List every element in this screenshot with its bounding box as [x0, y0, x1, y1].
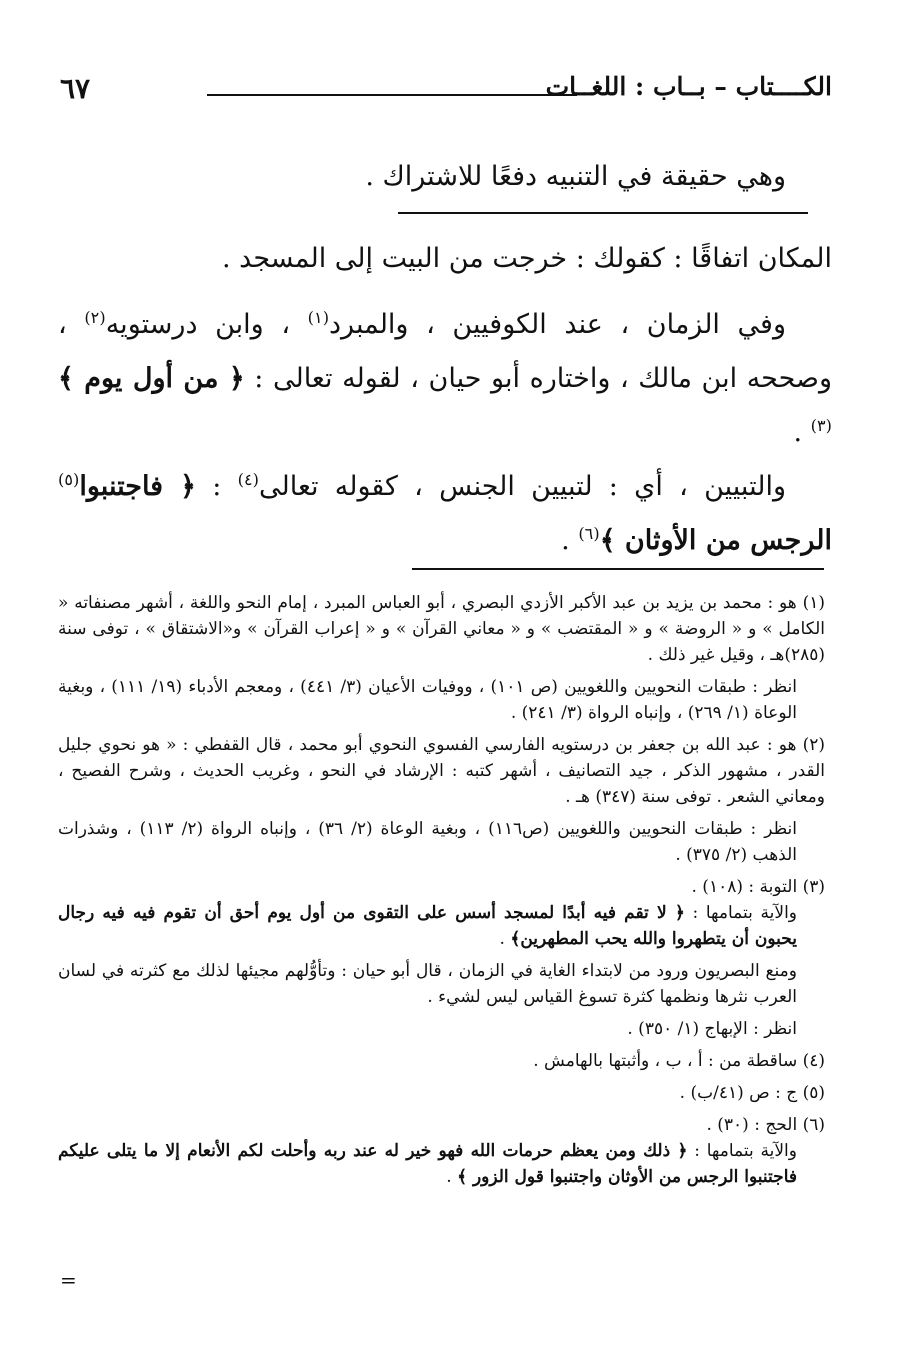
footnote-3: (٣) التوبة : (١٠٨) . [691, 877, 825, 897]
page-header [60, 72, 832, 112]
paragraph-2: المكان اتفاقًا : كقولك : خرجت من البيت إلى المسجد . [222, 243, 832, 274]
quran-quote-1: ﴿ من أول يوم ﴾ [58, 363, 245, 394]
p4-text-b: : [195, 471, 238, 502]
footnote-1: (١) هو : محمد بن يزيد بن عبد الأكبر الأزدي البصري ، أبو العباس المبرد ، إمام النحو واللغة ، أشهر مصنفاته « الكامل » و « الروضة » و « المقتضب » و « معاني القرآن » و « إعراب القرآن » و«الاشتقاق » ، توفى سنة (٢٨٥)هـ ، وقيل غير ذلك . [58, 593, 825, 665]
footnote-ref-4: (٤) [237, 470, 259, 489]
paragraph-1: وهي حقيقة في التنبيه دفعًا للاشتراك . [365, 161, 786, 192]
p3-text-a: وفي الزمان ، عند الكوفيين ، والمبرد [329, 309, 787, 340]
page-number: ٦٧ [60, 72, 91, 105]
footnote-ref-3: (٣) [810, 416, 832, 435]
header-rule [207, 94, 577, 96]
footnote-ref-6: (٦) [578, 524, 600, 543]
fn6-verse-text: ﴿ ذلك ومن يعظم حرمات الله فهو خير له عند ربه وأحلت لكم الأنعام إلا ما يتلى عليكم فاجتنبوا الرجس من الأوثان واجتنبوا قول الزور ﴾ [58, 1141, 797, 1187]
footnote-4: (٤) ساقطة من : أ ، ب ، وأثبتها بالهامش . [533, 1051, 825, 1071]
footnote-separator [412, 568, 824, 570]
quran-quote-2b: الرجس من الأوثان ﴾ [599, 525, 832, 556]
footnote-3-references: انظر : الإبهاج (١/ ٣٥٠) . [627, 1019, 797, 1039]
running-title: الكــــتاب – بــاب : اللغــات [545, 72, 832, 101]
footnote-2-references: انظر : طبقات النحويين واللغويين (ص١١٦) ، وبغية الوعاة (٢/ ٣٦) ، وإنباه الرواة (٢/ ١١٣) ، وشذرات الذهب (٢/ ٣٧٥) . [58, 819, 797, 865]
footnote-6-verse [58, 1138, 825, 1190]
footnote-ref-1: (١) [307, 308, 330, 327]
fn3-verse-end: . [499, 929, 511, 949]
paragraph-3 [58, 298, 832, 460]
fn6-verse-end: . [446, 1167, 458, 1187]
footnote-6: (٦) الحج : (٣٠) . [706, 1115, 825, 1135]
footnote-ref-5: (٥) [58, 470, 80, 489]
footnote-1-references: انظر : طبقات النحويين واللغويين (ص ١٠١) ، ووفيات الأعيان (٣/ ٤٤١) ، ومعجم الأدباء (١٩/ ١١١) ، وبغية الوعاة (١/ ٢٦٩) ، وإنباه الرواة (٣/ ٢٤١) . [58, 677, 797, 723]
footnote-3-note: ومنع البصريون ورود من لابتداء الغاية في الزمان ، قال أبو حيان : وتأوُّلهم مجيئها لذلك مع كثرته في لسان العرب نثرها ونظمها كثرة تسوغ القياس ليس لشيء . [58, 961, 797, 1007]
p3-text-c: ، وصححه ابن مالك ، واختاره أبو حيان ، لقوله تعالى : [58, 309, 833, 394]
quran-quote-2a: ﴿ فاجتنبوا [79, 471, 196, 502]
footnotes [58, 590, 825, 1190]
footnote-ref-2: (٢) [84, 308, 106, 327]
p3-text-d: . [793, 417, 811, 448]
footnote-2: (٢) هو : عبد الله بن جعفر بن درستويه الفارسي الفسوي النحوي أبو محمد ، قال القفطي : « هو نحوي جليل القدر ، مشهور الذكر ، جيد التصانيف ، أشهر كتبه : الإرشاد في النحو ، وغريب الحديث ، وشرح الفصيح ، ومعاني الشعر . توفى سنة (٣٤٧) هـ . [58, 735, 825, 807]
paragraph-4 [58, 460, 832, 568]
separator-short [398, 212, 808, 214]
footnote-5: (٥) ج : ص (٤١/ب) . [679, 1083, 825, 1103]
fn3-verse-text: ﴿ لا تقم فيه أبدًا لمسجد أسس على التقوى من أول يوم أحق أن تقوم فيه فيه رجال يحبون أن يتطهروا والله يحب المطهرين﴾ [58, 903, 797, 949]
fn6-verse-intro: والآية بتمامها : [687, 1141, 797, 1161]
footnote-3-verse [58, 900, 825, 952]
p4-text-c: . [561, 525, 579, 556]
p3-text-b: ، وابن درستويه [105, 309, 308, 340]
continuation-mark: = [60, 1268, 77, 1292]
p4-text-a: والتبيين ، أي : لتبيين الجنس ، كقوله تعالى [258, 471, 786, 502]
fn3-verse-intro: والآية بتمامها : [684, 903, 797, 923]
